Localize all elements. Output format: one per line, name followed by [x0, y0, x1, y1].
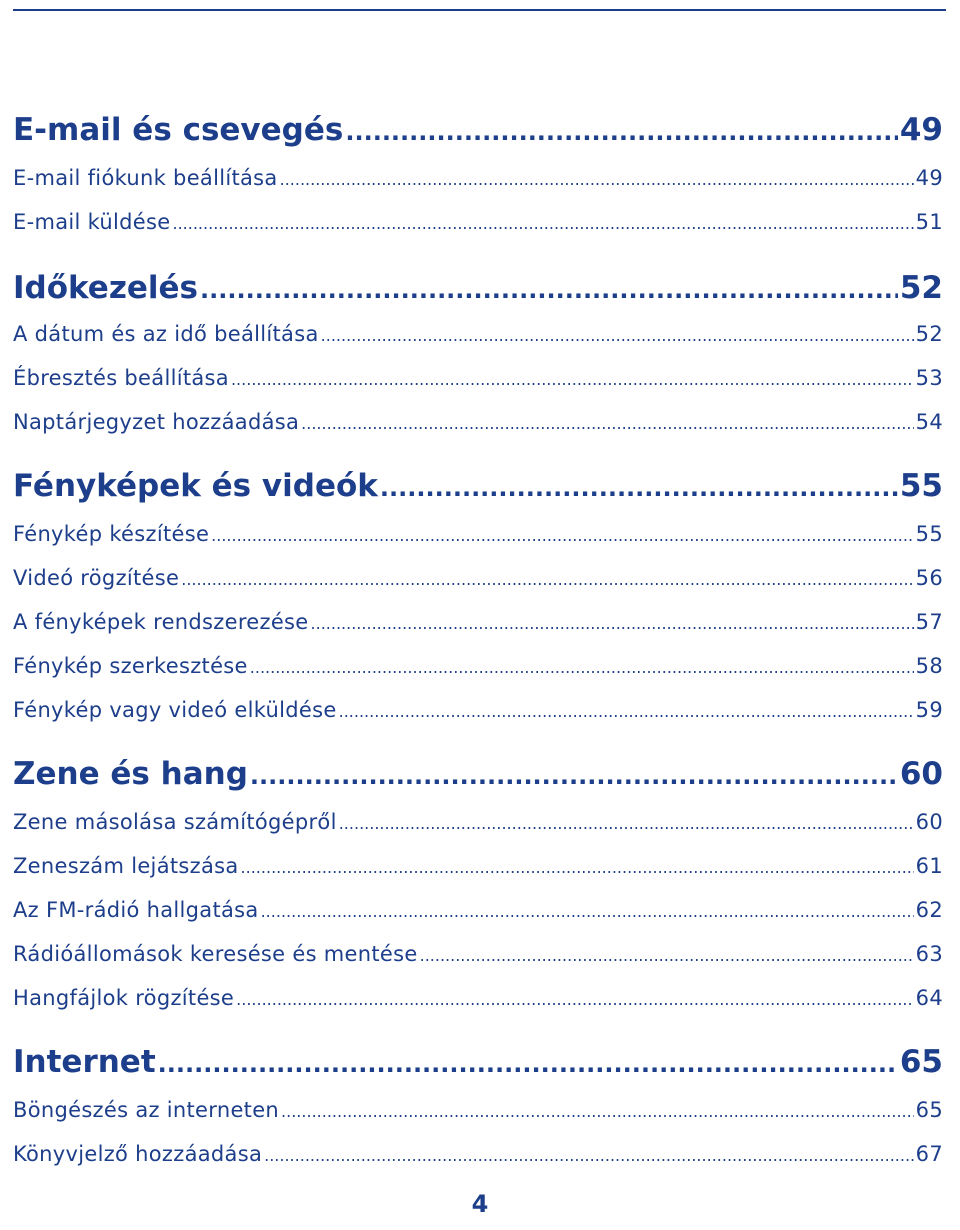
toc-entry-title: Fénykép vagy videó elküldése [13, 698, 337, 722]
toc-heading-title: Időkezelés [13, 270, 199, 306]
toc-entry-title: Naptárjegyzet hozzáadása [13, 410, 300, 434]
toc-heading-title: E-mail és csevegés [13, 112, 344, 148]
dot-leader [420, 942, 914, 966]
toc-entry-page: 49 [915, 166, 943, 190]
toc-entry[interactable] [13, 1142, 943, 1166]
dot-leader [261, 898, 914, 922]
toc-entry-title: Zene másolása számítógépről [13, 810, 337, 834]
dot-leader [264, 1142, 914, 1166]
dot-leader [236, 986, 914, 1010]
toc-entry[interactable] [13, 942, 943, 966]
dot-leader [211, 522, 914, 546]
page-number: 4 [471, 1190, 489, 1218]
toc-entry-page: 56 [915, 566, 943, 590]
dot-leader [311, 610, 914, 634]
toc-entry-page: 67 [915, 1142, 943, 1166]
dot-leader [250, 654, 914, 678]
toc-heading-page: 55 [899, 468, 943, 504]
toc-entry-title: Könyvjelző hozzáadása [13, 1142, 263, 1166]
toc-entry-title: Zeneszám lejátszása [13, 854, 239, 878]
toc-entry[interactable] [13, 986, 943, 1010]
toc-heading-title: Internet [13, 1044, 156, 1080]
toc-entry[interactable] [13, 210, 943, 234]
toc-entry[interactable] [13, 322, 943, 346]
toc-section-heading[interactable] [13, 112, 943, 148]
dot-leader [158, 1044, 898, 1080]
dot-leader [321, 322, 914, 346]
toc-entry-page: 57 [915, 610, 943, 634]
toc-entry-title: Az FM-rádió hallgatása [13, 898, 259, 922]
toc-entry[interactable] [13, 854, 943, 878]
toc-entry-title: E-mail fiókunk beállítása [13, 166, 278, 190]
toc-heading-page: 60 [899, 756, 943, 792]
toc-entry-page: 62 [915, 898, 943, 922]
toc-entry[interactable] [13, 166, 943, 190]
dot-leader [281, 1098, 914, 1122]
dot-leader [345, 112, 898, 148]
toc-entry-page: 61 [915, 854, 943, 878]
toc-entry-title: Rádióállomások keresése és mentése [13, 942, 418, 966]
toc-entry[interactable] [13, 610, 943, 634]
dot-leader [380, 468, 898, 504]
toc-entry-page: 64 [915, 986, 943, 1010]
toc-entry-title: Hangfájlok rögzítése [13, 986, 235, 1010]
toc-entry-page: 53 [915, 366, 943, 390]
toc-section-heading[interactable] [13, 1044, 943, 1080]
dot-leader [181, 566, 913, 590]
toc-entry[interactable] [13, 898, 943, 922]
dot-leader [301, 410, 914, 434]
toc-entry-title: Böngészés az interneten [13, 1098, 280, 1122]
toc-entry[interactable] [13, 1098, 943, 1122]
toc-entry-page: 65 [915, 1098, 943, 1122]
toc-entry-page: 59 [915, 698, 943, 722]
toc-entry[interactable] [13, 366, 943, 390]
toc-entry-title: A fényképek rendszerezése [13, 610, 309, 634]
toc-heading-page: 65 [899, 1044, 943, 1080]
toc-entry[interactable] [13, 810, 943, 834]
toc-section-heading[interactable] [13, 468, 943, 504]
toc-entry-page: 55 [915, 522, 943, 546]
toc-entry[interactable] [13, 698, 943, 722]
dot-leader [280, 166, 914, 190]
toc-entry[interactable] [13, 566, 943, 590]
toc-entry-title: Fénykép szerkesztése [13, 654, 248, 678]
toc-section-heading[interactable] [13, 756, 943, 792]
dot-leader [231, 366, 914, 390]
toc-entry-title: E-mail küldése [13, 210, 171, 234]
dot-leader [200, 270, 898, 306]
toc-entry[interactable] [13, 522, 943, 546]
toc-entry-title: Ébresztés beállítása [13, 366, 229, 390]
top-rule [13, 9, 946, 11]
toc-entry-title: Fénykép készítése [13, 522, 210, 546]
toc-heading-page: 49 [899, 112, 943, 148]
dot-leader [173, 210, 914, 234]
toc-entry-title: A dátum és az idő beállítása [13, 322, 319, 346]
toc-entry-page: 60 [915, 810, 943, 834]
toc-entry-page: 58 [915, 654, 943, 678]
toc-entry[interactable] [13, 410, 943, 434]
toc-heading-title: Fényképek és videók [13, 468, 378, 504]
toc-heading-page: 52 [899, 270, 943, 306]
dot-leader [241, 854, 914, 878]
toc-entry-title: Videó rögzítése [13, 566, 180, 590]
toc-entry-page: 52 [915, 322, 943, 346]
toc-heading-title: Zene és hang [13, 756, 248, 792]
toc-section-heading[interactable] [13, 270, 943, 306]
toc-entry[interactable] [13, 654, 943, 678]
toc-entry-page: 54 [915, 410, 943, 434]
dot-leader [339, 698, 914, 722]
dot-leader [250, 756, 898, 792]
dot-leader [339, 810, 914, 834]
toc-entry-page: 51 [915, 210, 943, 234]
toc-entry-page: 63 [915, 942, 943, 966]
